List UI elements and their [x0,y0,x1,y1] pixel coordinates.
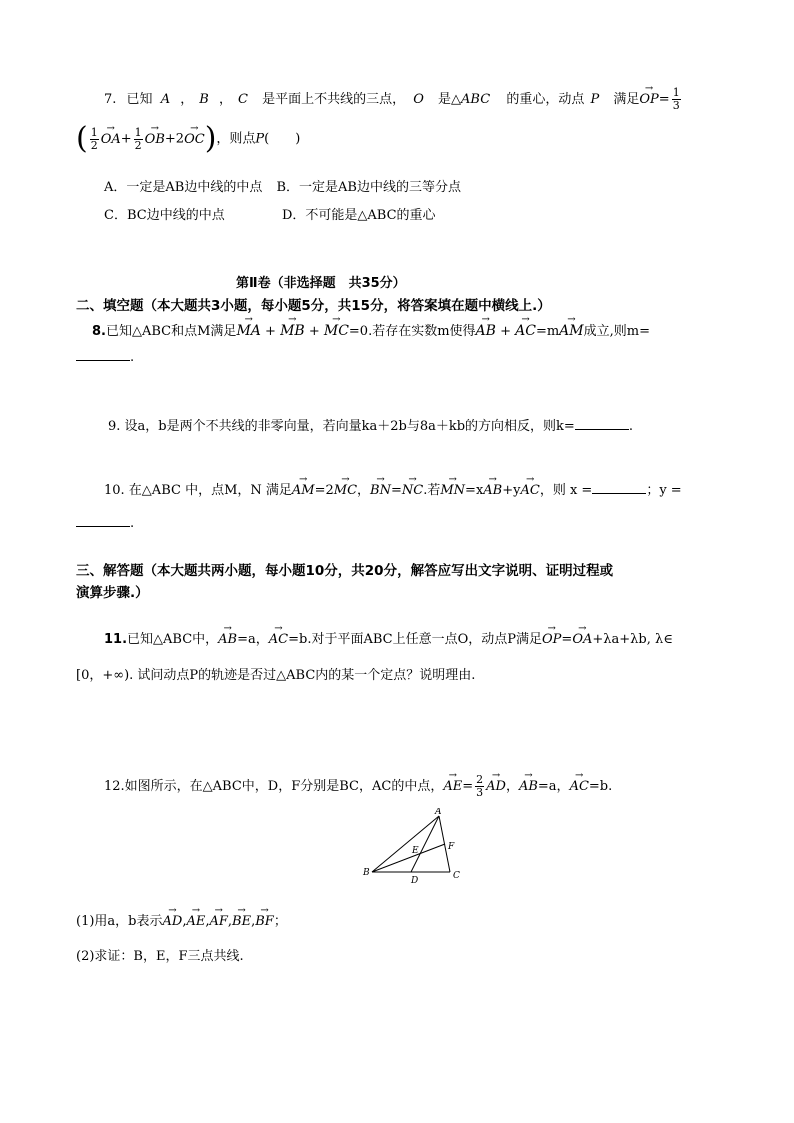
q11-line1: 11.已知△ABC中，→ AB=a，→ AC=b.对于平面ABC上任意一点O，动点P满足→ OP=→ OA+λa+λb, λ∈ [104,628,673,647]
option-a: A．一定是AB边中线的中点 [104,180,263,195]
triangle-figure [360,808,470,888]
option-c: C．BC边中线的中点 [104,208,225,223]
answer-blank-x[interactable] [592,481,646,494]
section-2-title: 第Ⅱ卷（非选择题 共35分） [236,276,406,291]
q7-options-row1 [104,176,461,195]
section-2-heading: 二、填空题（本大题共3小题，每小题5分，共15分，将答案填在题中横线上.） [76,298,551,314]
vector-oa: → OA [101,132,121,147]
q12-line: 12.如图所示，在△ABC中，D，F分别是BC，AC的中点，→ AE= $\frac{2}{3}$ → AD，→ AB=a，→ AC=b. [104,774,612,799]
q7-line2: ( $\frac{1}{2}$ → OA+ $\frac{1}{2}$ → OB+2→ OC)，则点P( ) [76,124,300,154]
q7-options-row2 [104,204,436,223]
section-3-heading-2: 演算步骤.） [76,585,149,601]
fraction-one-third: $\frac{1}{3}$ [672,86,680,112]
vector-op: → OP [639,92,658,107]
q12-part2: (2)求证：B，E，F三点共线. [76,949,244,964]
label-b: B [363,868,370,878]
label-a: A [435,808,442,817]
vector-oc: → OC [184,132,205,147]
q8-answer-line: . [76,348,134,365]
median-ad [411,816,439,872]
option-d: D．不可能是△ABC的重心 [282,208,436,223]
q11-line2: [0，+∞). 试问动点P的轨迹是否过△ABC内的某一个定点？说明理由. [76,668,476,683]
side-ab [372,816,439,872]
section-3-heading-1: 三、解答题（本大题共两小题，每小题10分，共20分，解答应写出文字说明、证明过程或 [76,563,614,579]
q9-line: 9. 设a，b是两个不共线的非零向量，若向量ka＋2b与8a＋kb的方向相反，则k= . [108,419,633,434]
q10-answer-line: . [76,514,134,531]
segment-bf [372,844,445,872]
vector-ob: → OB [145,132,165,147]
answer-blank[interactable] [575,417,629,430]
option-b: B．一定是AB边中线的三等分点 [276,180,461,195]
q12-part1: (1)用a，b表示→ AD,→ AE,→ AF,→ BE,→ BF； [76,910,287,929]
answer-blank-y[interactable] [76,514,130,527]
label-c: C [453,871,460,881]
q10-line: 10. 在△ABC 中，点M，N 满足→ AM=2→ MC，→ BN=→ NC.若→ MN=x→ AB+y→ AC，则 x = ；y = [104,479,682,498]
answer-blank[interactable] [76,348,130,361]
q8-line: 8.已知△ABC和点M满足→ MA + → MB + → MC=0.若存在实数m使得→ AB + → AC=m→ AM成立,则m= [92,320,650,339]
label-e: E [412,846,419,856]
label-d: D [411,876,419,886]
label-f: F [448,842,455,852]
q7-line1: 7. 已知 A ， B ， C 是平面上不共线的三点， O 是△ABC 的重心，动点 P 满足→ OP= $\frac{1}{3}$ [104,87,683,112]
